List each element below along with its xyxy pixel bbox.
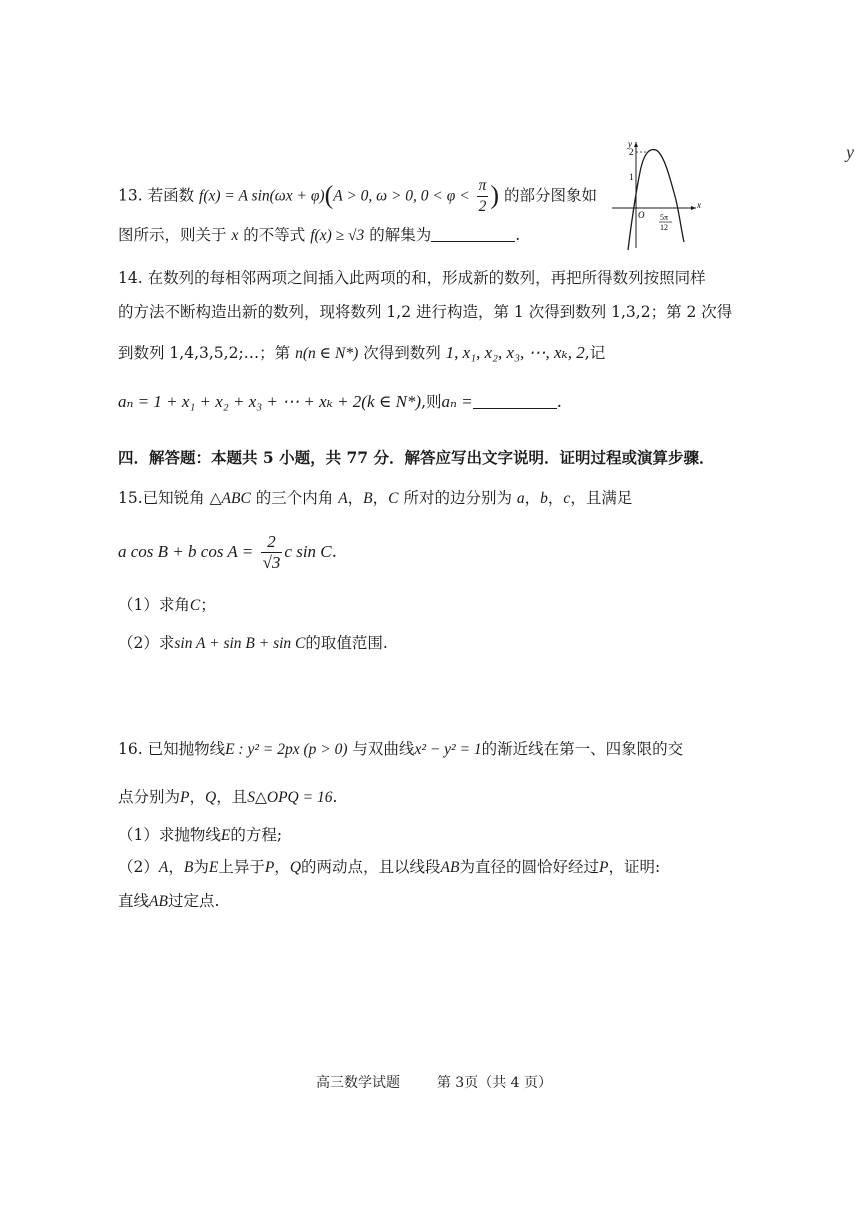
q13-text: 图所示，则关于 xyxy=(118,226,227,244)
q15-part1: （1）求角C； xyxy=(118,596,216,614)
q15-part2: （2）求sin A + sin B + sin C的取值范围. xyxy=(118,634,388,652)
q14-line1: 14. 在数列的每相邻两项之间插入此两项的和，形成新的数列，再把所得数列按照同样 xyxy=(118,269,706,287)
q16-part2-cont: 直线AB过定点. xyxy=(118,892,220,910)
q15-side-b: b xyxy=(540,490,548,507)
q13-end: . xyxy=(515,226,521,244)
q16-part2: （2）A，B为E上异于P，Q的两动点，且以线段AB为直径的圆恰好经过P，证明: xyxy=(118,858,661,876)
y-axis-arrow xyxy=(634,142,638,147)
page-footer xyxy=(0,1072,868,1092)
q15-text: 所对的边分别为 xyxy=(403,489,512,507)
q15-text: 15.已知锐角 xyxy=(118,489,205,507)
q14-answer-blank[interactable] xyxy=(473,408,557,409)
q13-var-x: x xyxy=(231,227,239,244)
q14-line2: 的方法不断构造出新的数列，现将数列 1,2 进行构造，第 1 次得到数列 1,3,2；第 2 次得 xyxy=(118,303,733,321)
origin-label: O xyxy=(638,210,645,220)
q16-segment-ab: AB xyxy=(440,859,460,876)
paren-close: ) xyxy=(490,180,500,210)
q15-triangle: △ABC xyxy=(209,490,251,507)
q16-line-ab: AB xyxy=(149,893,168,910)
margin-mark: y xyxy=(846,142,854,162)
q16-line2: 点分别为P，Q，且S△OPQ = 16. xyxy=(118,788,338,806)
q13-sine-graph xyxy=(608,138,700,250)
q13-inequality: f(x) ≥ √3 xyxy=(310,227,365,244)
q14-text: ,则 xyxy=(421,393,442,411)
q16-parabola: E : y² = 2px (p > 0) xyxy=(225,741,348,758)
q14-sequence: 1, x₁, x₂, x₃, ⋯, xₖ, 2 xyxy=(445,343,585,362)
q15-angle-b: B xyxy=(363,490,373,507)
q15-sum-of-sines: sin A + sin B + sin C xyxy=(174,635,306,652)
q16-point-q: Q xyxy=(205,789,217,806)
q13-conditions: A > 0, ω > 0, 0 < φ < xyxy=(333,187,470,205)
q15-eq-left: a cos B + b cos A = xyxy=(118,542,254,561)
q14-text: ,记 xyxy=(584,344,606,362)
q13-pi-over-2: $\frac{\pi}{2}$ xyxy=(478,177,487,215)
q16-parabola-e: E xyxy=(220,827,231,844)
q16-part1: （1）求抛物线E的方程; xyxy=(118,826,283,844)
footer-page-number: 第 3页（共 4 页） xyxy=(436,1075,553,1091)
paren-open: ( xyxy=(324,180,334,210)
q15-equation: a cos B + b cos A = $\frac{2}{√3}$ c sin C. xyxy=(118,532,338,572)
q13-suffix: 的部分图象如 xyxy=(503,186,597,205)
tick-x-den: 12 xyxy=(660,223,668,232)
q15-angle-c: C xyxy=(189,597,201,614)
q13-text: 的不等式 xyxy=(243,226,306,244)
q13-line2 xyxy=(118,224,520,247)
q15-eq-right: c sin C xyxy=(284,542,332,561)
x-axis-arrow xyxy=(691,206,696,210)
x-axis-label: x xyxy=(697,200,701,210)
q13-prefix: 若函数 xyxy=(147,186,195,205)
q14-line4 xyxy=(118,391,562,413)
q13-text: 的解集为 xyxy=(369,226,432,244)
tick-y-1: 1 xyxy=(629,172,634,182)
q15-text: ，且满足 xyxy=(570,489,633,507)
q14-text: 到数列 1,4,3,5,2;…；第 xyxy=(118,344,291,362)
q14-n-range: n(n ∈ N*) xyxy=(295,345,359,362)
q16-line1: 16. 已知抛物线E : y² = 2px (p > 0) 与双曲线x² − y² = 1的渐近线在第一、四象限的交 xyxy=(118,740,684,758)
q13-function: f(x) = A sin(ωx + φ) xyxy=(199,187,325,205)
section4-heading: 四．解答题：本题共 5 小题，共 77 分．解答应写出文字说明．证明过程或演算步骤． xyxy=(118,448,715,467)
q15-side-c: c xyxy=(563,490,571,507)
q14-an-definition: aₙ = 1 + x₁ + x₂ + x₃ + ⋯ + xₖ + 2(k ∈ N*) xyxy=(118,392,422,411)
footer-title: 高三数学试题 xyxy=(315,1075,400,1091)
q14-end: . xyxy=(556,392,563,412)
q13-line1 xyxy=(118,176,597,217)
q15-side-a: a xyxy=(516,490,525,507)
q14-an: aₙ = xyxy=(441,392,473,411)
q13-answer-blank[interactable] xyxy=(431,241,515,242)
q16-area: S△OPQ = 16 xyxy=(247,789,333,806)
y-axis-label: y xyxy=(628,139,632,149)
q16-point-p: P xyxy=(180,789,190,806)
q15-line1: 15.已知锐角 △ABC 的三个内角 A，B，C 所对的边分别为 a，b，c，且满足 xyxy=(118,489,633,507)
q15-text: 的三个内角 xyxy=(255,489,334,507)
q13-number: 13. xyxy=(118,186,143,205)
q15-angle-c: C xyxy=(388,490,399,507)
tick-x-num: 5π xyxy=(660,213,669,222)
tick-y-2: 2 xyxy=(629,147,634,157)
q14-text: 次得到数列 xyxy=(363,344,441,362)
q15-eq-fraction: $\frac{2}{√3}$ xyxy=(262,532,281,572)
q16-hyperbola: x² − y² = 1 xyxy=(414,741,482,758)
q14-line3 xyxy=(118,342,605,365)
q15-angle-a: A xyxy=(338,490,348,507)
